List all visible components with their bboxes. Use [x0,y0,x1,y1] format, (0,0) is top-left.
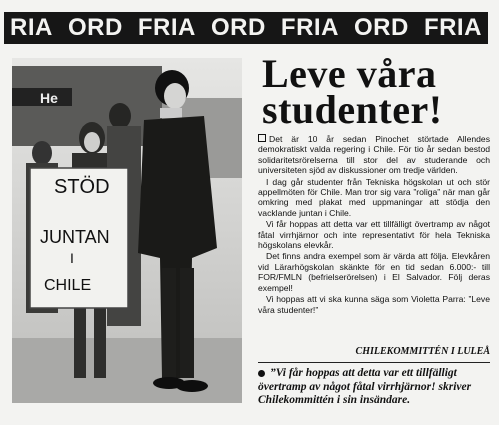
divider [258,362,490,363]
placard-line-3: I [70,250,74,266]
banner-word: FRIA [280,14,339,41]
banner-word: ORD [210,14,266,41]
banner-word: FRIA [423,14,482,41]
article-paragraph: Vi hoppas att vi ska kunna säga som Violetta Parra: ”Leve våra studenter!” [258,294,490,315]
protest-photo [12,58,242,403]
placard-line-1: STÖD [54,176,110,198]
article-body [258,134,490,316]
banner-word: ORD [67,14,123,41]
article-headline: Leve våra studenter! [262,51,443,132]
placard-line-2: JUNTAN [40,227,110,247]
banner-word: RIA [10,14,53,41]
article-paragraph: I dag går studenter från Tekniska högskolan ut och stör appellmöten för Chile. Man tror sig vara ”roliga” när man går omkring med plakat med uppmaningar att stödja den vacklande juntan i Chile. [258,176,490,218]
article-signature: CHILEKOMMITTÉN I LULEÅ [355,346,490,357]
square-marker-icon [258,134,266,142]
placard-line-4: CHILE [44,277,92,294]
article-paragraph: Det är 10 år sedan Pinochet störtade Allendes demokratiskt valda regering i Chile. För tio år sedan bestod solidaritetsrörelserna till stor del av studerande och universiteten sjöd av diskussioner om tredje världen. [258,134,490,176]
article-paragraph: Det finns andra exempel som är värda att följa. Elevkåren vid Lärarhögskolan skänkte för en tid sedan 6.000:- till FOR/FMLN (befrielserörelsen) i El Salvador. Följ deras exempel! [258,251,490,293]
section-banner [4,12,488,44]
storefront-sign: He [40,90,58,106]
protest-photo-graphic [12,58,242,403]
article-paragraph: Vi får hoppas att detta var ett tillfälligt övertramp av något fåtal virrhjärnor och inte representativt för hela Tekniska högskolans elevkår. [258,219,490,251]
pull-quote: ”Vi får hoppas att detta var ett tillfälligt övertramp av något fåtal virrhjärnor! skriver Chilekommittén i sin insändare. [258,367,472,406]
banner-word: ORD [354,14,409,41]
banner-word: FRIA [137,14,196,41]
bullet-icon [258,370,265,377]
